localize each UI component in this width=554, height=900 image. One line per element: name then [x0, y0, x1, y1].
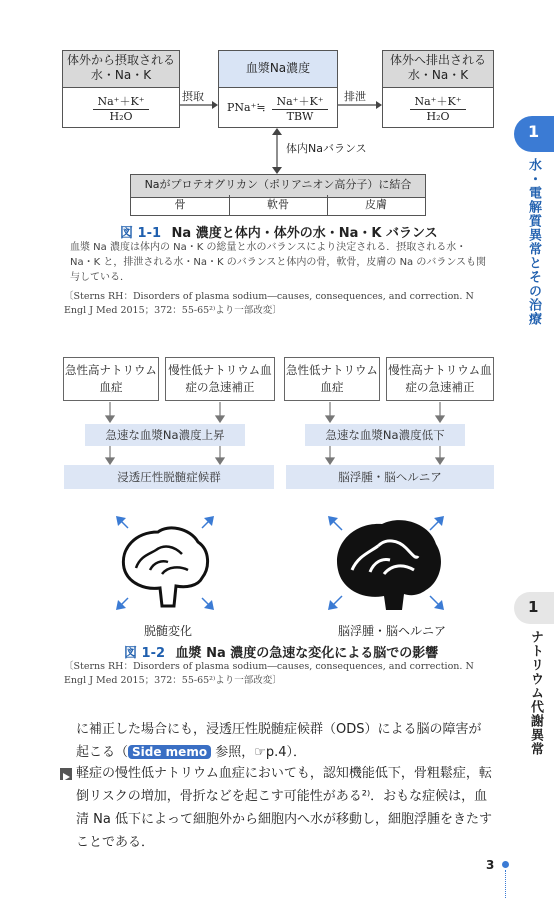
- intake-numerator: Na⁺＋K⁺: [97, 95, 145, 108]
- plasma-na-box: [218, 50, 338, 128]
- body-line2-pre: 起こる（: [76, 745, 129, 760]
- intake-box: [62, 50, 180, 128]
- page-dotted-line: [505, 870, 506, 898]
- binding-cell-cartilage: 軟骨: [229, 195, 328, 215]
- page-dot: [502, 861, 509, 868]
- intake-denominator: H₂O: [109, 110, 133, 123]
- intake-title: 体外から摂取される 水・Na・K: [63, 51, 179, 88]
- side-memo-link[interactable]: Side memo: [128, 745, 211, 759]
- label-edema: 脳浮腫・脳ヘルニア: [337, 624, 446, 638]
- fig1-caption: [120, 222, 450, 241]
- fig2-caption-num: 図 1-2: [124, 646, 166, 661]
- fig1-caption-num: 図 1-1: [120, 226, 162, 241]
- bullet-icon: [60, 768, 72, 780]
- fig1-description: 血漿 Na 濃度は体内の Na・K の総量と水のバランスにより決定される．摂取される水・Na・K と，排泄される水・Na・K のバランスと体内の骨，軟骨，皮膚の Na のバランスも関与している．: [70, 242, 487, 283]
- arrow-excretion-label: 排泄: [344, 90, 366, 103]
- fig2-edema-bar: 脳浮腫・脳ヘルニア: [286, 465, 494, 489]
- binding-cell-skin: 皮膚: [365, 198, 387, 211]
- plasma-na-numerator: Na⁺＋K⁺: [276, 95, 324, 108]
- excretion-numerator: Na⁺＋K⁺: [414, 95, 462, 108]
- fig2-ods-bar: 浸透圧性脱髄症候群: [64, 465, 274, 489]
- chapter-title: 水・電解質異常とその治療: [526, 158, 541, 326]
- page-number: 3: [486, 858, 495, 872]
- body-line2-post: 参照，☞p.4）．: [211, 745, 307, 760]
- chapter-number: 1: [528, 122, 540, 141]
- fig2-box-chronic-hypo-correction: 慢性低ナトリウム血症の急速補正: [165, 357, 275, 401]
- arrow-bidirectional: [270, 128, 284, 174]
- binding-cell-bone: 骨: [131, 195, 230, 215]
- body-na-balance-label: 体内Naバランス: [286, 142, 367, 155]
- body-bullet-paragraph: 軽症の慢性低ナトリウム血症においても，認知機能低下，骨粗鬆症，転倒リスクの増加，骨折などを起こす可能性がある²⁾．おもな症候は，血清 Na 低下によって細胞外から細胞内へ水が移動し，細胞浮腫をきたすことである．: [76, 766, 492, 850]
- arrow-excretion: [338, 100, 382, 110]
- arrow-intake-label: 摂取: [182, 90, 204, 103]
- plasma-na-fraction: [263, 93, 337, 123]
- excretion-title: 体外へ排出される 水・Na・K: [383, 51, 493, 88]
- brain-demyelination-illustration: [110, 510, 230, 620]
- binding-box: [130, 174, 426, 216]
- fig2-fall-bar: 急速な血漿Na濃度低下: [305, 424, 465, 446]
- fig1-caption-text: Na 濃度と体内・体外の水・Na・K バランス: [171, 226, 438, 241]
- brain-edema-illustration: [322, 510, 462, 620]
- fig2-caption-text: 血漿 Na 濃度の急速な変化による脳での影響: [175, 646, 439, 661]
- excretion-denominator: H₂O: [426, 110, 450, 123]
- section-title: ナトリウム代謝異常: [528, 630, 543, 756]
- body-line2: [76, 741, 506, 764]
- fig2-rise-bar: 急速な血漿Na濃度上昇: [85, 424, 245, 446]
- binding-title: Naがプロテオグリカン（ポリアニオン高分子）に結合: [131, 175, 425, 198]
- intake-fraction: [63, 93, 179, 123]
- section-number: 1: [528, 598, 539, 616]
- fig2-caption: [124, 642, 454, 661]
- fig2-reference: 〔Sterns RH：Disorders of plasma sodium―causes, consequences, and correction. N Engl J Med 2015；372：55-65²⁾より一部改変〕: [64, 661, 474, 686]
- excretion-fraction: [383, 93, 493, 123]
- fig1-reference: 〔Sterns RH：Disorders of plasma sodium―causes, consequences, and correction. N Engl J Med 2015；372：55-65²⁾より一部改変〕: [64, 291, 474, 316]
- plasma-na-title: 血漿Na濃度: [219, 51, 337, 88]
- fig2-arrows: [0, 400, 554, 470]
- fig2-box-acute-hyponatremia: 急性低ナトリウム血症: [284, 357, 380, 401]
- excretion-box: [382, 50, 494, 128]
- fig2-box-chronic-hyper-correction: 慢性高ナトリウム血症の急速補正: [386, 357, 494, 401]
- plasma-na-denominator: TBW: [286, 110, 314, 123]
- fig2-box-acute-hypernatremia: 急性高ナトリウム血症: [63, 357, 159, 401]
- body-line1: に補正した場合にも，浸透圧性脱髄症候群（ODS）による脳の障害が: [76, 722, 482, 737]
- arrow-intake: [180, 100, 218, 110]
- label-demyelination: 脱髄変化: [143, 624, 192, 638]
- plasma-na-expr: PNa⁺≒: [227, 101, 266, 114]
